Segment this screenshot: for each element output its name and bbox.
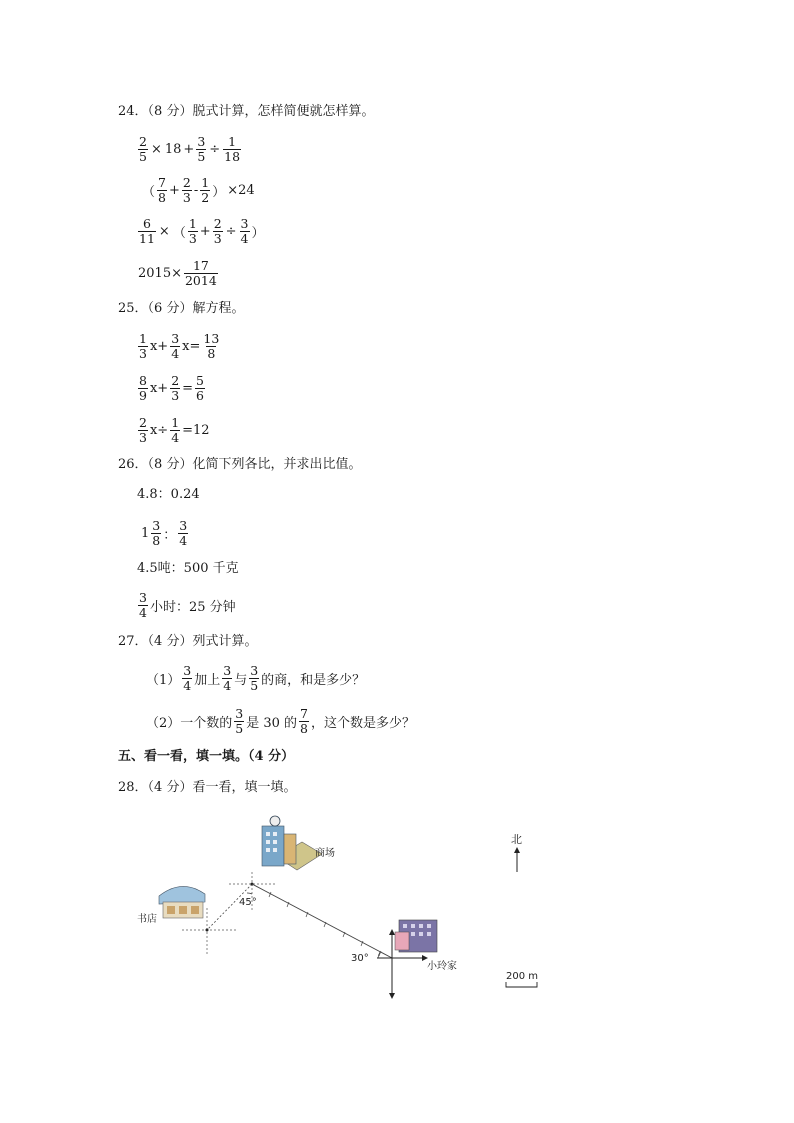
- q25-eq-3: $\frac{2}{3}$ x÷ $\frac{1}{4}$ =12: [139, 414, 210, 445]
- mall-building-icon: [262, 816, 322, 870]
- map-angle-home: 30°: [351, 953, 369, 964]
- q28-map-figure: [137, 812, 540, 1002]
- q25-eq-1: $\frac{1}{3}$ x+ $\frac{3}{4}$ x= $\frac{13}{8}$: [139, 330, 220, 361]
- q25-title: 25．（6 分）解方程。: [118, 301, 245, 316]
- q26-ratio-1: 4.8：0.24: [137, 487, 200, 502]
- q27-part-1: （1） $\frac{3}{4}$ 加上 $\frac{3}{4}$ 与 $\frac{3}{5}$ 的商，和是多少？: [146, 662, 366, 693]
- map-label-bookstore: 书店: [137, 914, 157, 925]
- q25-eq-2: $\frac{8}{9}$ x+ $\frac{2}{3}$ = $\frac{5}{6}$: [139, 372, 204, 403]
- map-angle-mall: 45°: [239, 897, 257, 908]
- map-north-label: 北: [511, 833, 522, 846]
- bookstore-building-icon: [159, 886, 205, 918]
- q27-title: 27．（4 分）列式计算。: [118, 634, 258, 649]
- map-label-home: 小玲家: [427, 961, 457, 972]
- q24-expr-2: （ $\frac{7}{8}$ + $\frac{2}{3}$ - $\frac{1}{2}$ ） ×24: [142, 174, 255, 205]
- q26-title: 26．（8 分）化简下列各比，并求出比值。: [118, 457, 362, 472]
- q26-ratio-2: 1 $\frac{3}{8}$ ： $\frac{3}{4}$: [141, 517, 188, 548]
- q27-part-2: （2）一个数的 $\frac{3}{5}$ 是 30 的 $\frac{7}{8}$ ，这个数是多少？: [146, 705, 416, 736]
- map-scale-label: 200 m: [506, 971, 539, 982]
- q24-expr-1: $\frac{2}{5}$ × 18 + $\frac{3}{5}$ ÷ $\frac{1}{18}$: [139, 133, 241, 164]
- path-mall-home: [252, 884, 392, 958]
- q26-ratio-4: $\frac{3}{4}$ 小时：25 分钟: [139, 589, 236, 620]
- q24-expr-3: $\frac{6}{11}$ × （ $\frac{1}{3}$ + $\frac{2}{3}$ ÷ $\frac{3}{4}$ ）: [139, 215, 265, 246]
- map-label-mall: 商场: [315, 848, 335, 859]
- q26-ratio-3: 4.5吨：500 千克: [137, 561, 239, 576]
- q24-expr-4: 2015× $\frac{17}{2014}$: [138, 257, 217, 288]
- q28-title: 28．（4 分）看一看，填一填。: [118, 780, 297, 795]
- q24-title: 24．（8 分）脱式计算，怎样简便就怎样算。: [118, 104, 375, 119]
- home-building-icon: [395, 920, 437, 952]
- section-5-heading: 五、看一看，填一填。（4 分）: [118, 749, 295, 764]
- map-scale-bar: [506, 982, 537, 987]
